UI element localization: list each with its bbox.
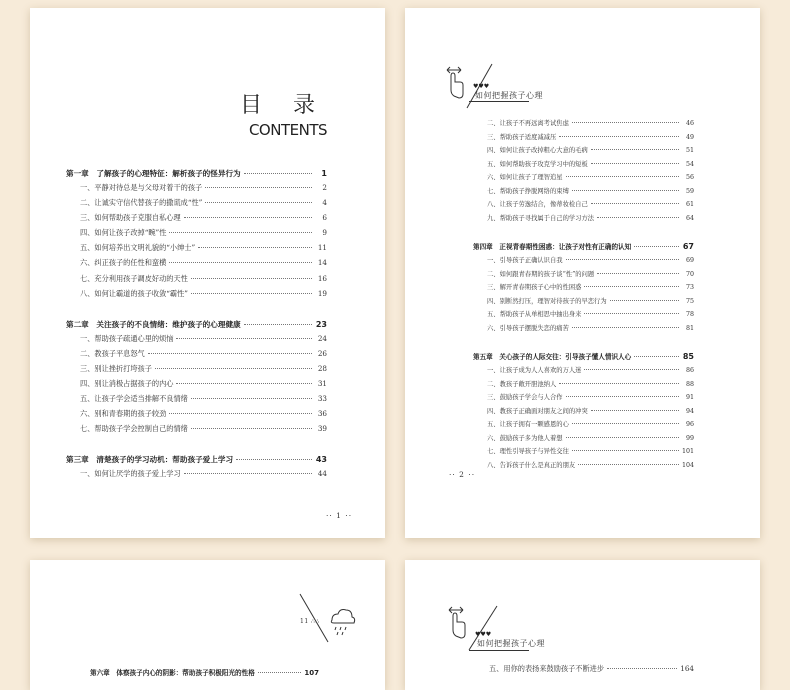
entry-title: 一、引导孩子正确认识自我 [487, 257, 563, 264]
entry-page: 99 [685, 434, 694, 442]
dot-leader [566, 259, 679, 260]
entry-title: 六、别和青春期的孩子较劲 [80, 409, 167, 419]
dot-leader [584, 369, 679, 370]
toc-entry [66, 213, 327, 228]
entry-page: 46 [685, 120, 694, 127]
toc-entry [473, 296, 694, 310]
dot-leader [205, 202, 312, 203]
dot-leader [584, 286, 679, 287]
toc-page-3 [30, 560, 385, 690]
entry-page: 49 [685, 133, 694, 141]
chapter-page: 43 [315, 455, 327, 465]
dot-leader [597, 217, 679, 218]
toc-entry [66, 349, 327, 364]
entry-title: 六、引导孩子摆脱失恋的痛苦 [487, 324, 569, 332]
chapter-title: 第六章 体察孩子内心的阴影：帮助孩子积极阳光的性格 [90, 669, 255, 677]
chapter-title: 第五章 关心孩子的人际交往：引导孩子懂人情识人心 [473, 353, 632, 361]
toc-list [66, 168, 327, 485]
entry-page: 26 [317, 348, 327, 358]
section-gap [66, 439, 327, 454]
dot-leader [634, 246, 679, 247]
toc-entry [473, 118, 694, 132]
toc-entry [66, 274, 327, 289]
toc-list [475, 664, 694, 679]
entry-page: 101 [681, 448, 694, 455]
dot-leader [191, 278, 312, 279]
entry-title: 八、告诉孩子什么是真正的朋友 [487, 461, 576, 469]
toc-entry [473, 460, 694, 474]
chapter-title: 第二章 关注孩子的不良情绪：维护孩子的心理健康 [66, 319, 241, 329]
entry-title: 四、如何让孩子改掉粗心大意的毛病 [487, 147, 588, 154]
dot-leader [169, 232, 312, 233]
entry-page: 70 [685, 270, 694, 278]
dot-leader [578, 464, 679, 465]
entry-page: 164 [680, 664, 694, 673]
entry-title: 五、如何培养出文明礼貌的“小绅士” [80, 243, 196, 253]
entry-title: 二、让诚实守信代替孩子的撒谎成“性” [80, 198, 203, 208]
entry-page: 16 [317, 273, 327, 283]
entry-page: 51 [685, 147, 694, 154]
entry-title: 三、解开青春期孩子心中的性困惑 [487, 284, 582, 291]
hearts-icon: ♥♥♥ [475, 631, 492, 638]
entry-title: 二、教孩子敞开胆池纳人 [487, 380, 557, 388]
entry-page: 81 [685, 324, 694, 332]
toc-entry [473, 255, 694, 269]
entry-page: 73 [685, 284, 694, 291]
chapter-page: 23 [315, 319, 327, 329]
toc-entry [473, 446, 694, 460]
dot-leader [169, 262, 312, 263]
toc-entry [66, 469, 327, 484]
entry-page: 86 [685, 367, 694, 374]
toc-entry [473, 199, 694, 213]
dot-leader [184, 217, 312, 218]
entry-title: 三、别让挫折打垮孩子 [80, 363, 152, 373]
toc-entry [66, 228, 327, 243]
toc-page-1 [30, 8, 385, 538]
toc-entry [66, 243, 327, 258]
toc-entry [66, 379, 327, 394]
chapter-title: 第一章 了解孩子的心理特征：解析孩子的怪异行为 [66, 169, 241, 178]
running-header-mark: 11 ∴∴ [300, 618, 320, 625]
toc-entry [473, 172, 694, 186]
entry-page: 44 [317, 469, 327, 479]
chapter-heading [66, 168, 327, 183]
entry-page: 24 [317, 333, 327, 343]
toc-page-4 [405, 560, 760, 690]
toc-page-2 [405, 8, 760, 538]
toc-entry [473, 282, 694, 296]
entry-page: 4 [322, 198, 327, 208]
entry-page: 31 [317, 379, 327, 389]
dot-leader [559, 136, 679, 137]
dot-leader [244, 324, 312, 325]
entry-title: 六、如何让孩子了理智追星 [487, 174, 563, 181]
toc-entry [473, 145, 694, 159]
chapter-page: 85 [682, 352, 694, 361]
toc-entry [473, 419, 694, 433]
toc-entry [66, 183, 327, 198]
toc-entry [473, 379, 694, 393]
entry-page: 19 [317, 288, 327, 298]
entry-title: 五、用你的表扬来鼓励孩子不断进步 [489, 664, 605, 673]
entry-page: 69 [685, 257, 694, 264]
dot-leader [169, 413, 312, 414]
dot-leader [610, 300, 679, 301]
dot-leader [176, 338, 312, 339]
entry-page: 59 [685, 187, 694, 195]
dot-leader [148, 353, 312, 354]
dot-leader [566, 437, 679, 438]
entry-page: 28 [317, 363, 327, 373]
entry-page: 14 [317, 258, 327, 268]
entry-title: 一、让孩子成为人人喜欢的万人迷 [487, 367, 582, 374]
dot-leader [572, 423, 679, 424]
dot-leader [607, 668, 677, 669]
entry-page: 9 [322, 228, 327, 238]
dot-leader [566, 176, 679, 177]
toc-entry [473, 213, 694, 227]
toc-entry [473, 269, 694, 283]
toc-entry [473, 159, 694, 173]
entry-page: 78 [685, 311, 694, 318]
toc-entry [473, 132, 694, 146]
toc-entry [473, 323, 694, 337]
toc-entry [66, 424, 327, 439]
section-gap [473, 336, 694, 351]
dot-leader [634, 356, 679, 357]
header-rule [469, 101, 529, 102]
entry-title: 六、纠正孩子的任性和蛮横 [80, 258, 167, 268]
entry-title: 九、帮助孩子寻找属于自己的学习方法 [487, 214, 595, 222]
chapter-heading [473, 351, 694, 365]
entry-title: 五、如何帮助孩子攻克学习中的短板 [487, 160, 588, 168]
entry-page: 91 [685, 394, 694, 401]
entry-title: 六、鼓励孩子多为他人着想 [487, 434, 563, 442]
dot-leader [572, 122, 679, 123]
entry-title: 一、帮助孩子疏通心里的烦恼 [80, 333, 174, 343]
toc-entry [66, 409, 327, 424]
chapter-title: 第三章 清楚孩子的学习动机：帮助孩子爱上学习 [66, 455, 234, 465]
dot-leader [591, 149, 679, 150]
entry-title: 二、让孩子不再远离考试焦虑 [487, 120, 569, 127]
dot-leader [191, 293, 312, 294]
cloud-rain-icon [288, 590, 358, 645]
running-header-title: 如何把握孩子心理 [475, 91, 543, 100]
entry-title: 一、如何让厌学的孩子爱上学习 [80, 469, 181, 479]
dot-leader [198, 247, 312, 248]
toc-entry [66, 334, 327, 349]
toc-entry [473, 186, 694, 200]
entry-title: 八、如何让霸道的孩子收敛“霸性” [80, 288, 188, 298]
entry-page: 54 [685, 160, 694, 168]
hearts-icon: ♥♥♥ [473, 83, 490, 90]
running-header-title: 如何把握孩子心理 [477, 639, 545, 648]
entry-page: 56 [685, 174, 694, 181]
entry-title: 七、充分利用孩子調皮好动的天性 [80, 273, 188, 283]
toc-entry [473, 365, 694, 379]
page-number: ·· 2 ·· [449, 470, 476, 479]
chapter-title: 第四章 正视青春期性困惑：让孩子对性有正确的认知 [473, 243, 632, 251]
dot-leader [205, 187, 312, 188]
dot-leader [591, 203, 679, 204]
toc-title-cn: 目 录 [240, 93, 327, 118]
dot-leader [191, 398, 312, 399]
dot-leader [591, 163, 679, 164]
dot-leader [258, 672, 302, 673]
toc-entry [66, 258, 327, 273]
chapter-heading [66, 319, 327, 334]
entry-page: 64 [685, 214, 694, 222]
entry-page: 61 [685, 201, 694, 208]
entry-page: 36 [317, 409, 327, 419]
toc-entry [473, 406, 694, 420]
chapter-heading [473, 241, 694, 255]
toc-title-en: CONTENTS [248, 121, 327, 139]
header-rule [469, 650, 529, 651]
toc-entry [473, 309, 694, 323]
dot-leader [591, 410, 679, 411]
entry-page: 39 [317, 424, 327, 434]
toc-entry [66, 198, 327, 213]
entry-page: 94 [685, 407, 694, 415]
entry-title: 八、让孩子劳逸结合，像蒂妆检自己 [487, 201, 588, 208]
dot-leader [572, 450, 679, 451]
entry-title: 四、别让消极占据孩子的内心 [80, 379, 174, 389]
toc-entry [473, 433, 694, 447]
entry-title: 三、如何帮助孩子克服自私心理 [80, 213, 181, 223]
section-gap [66, 304, 327, 319]
entry-title: 一、平静对待总是与父母对着干的孩子 [80, 183, 203, 192]
dot-leader [597, 273, 679, 274]
toc-entry [473, 392, 694, 406]
chapter-page: 107 [304, 669, 319, 677]
dot-leader [176, 383, 312, 384]
entry-page: 96 [685, 421, 694, 428]
entry-title: 五、帮助孩子从单相思中抽出身来 [487, 311, 582, 318]
chapter-heading [66, 454, 327, 469]
chapter-page: 67 [682, 242, 694, 251]
entry-title: 三、帮助孩子适度减减压 [487, 133, 557, 141]
dot-leader [559, 383, 679, 384]
toc-entry [66, 364, 327, 379]
dot-leader [184, 473, 312, 474]
toc-entry [66, 394, 327, 409]
entry-title: 四、如何让孩子改掉“畹”性 [80, 228, 167, 238]
entry-page: 6 [322, 213, 327, 223]
dot-leader [191, 428, 312, 429]
toc-list [473, 118, 694, 473]
dot-leader [236, 459, 312, 460]
entry-title: 三、鼓励孩子学会与人合作 [487, 394, 563, 401]
entry-title: 七、理性引导孩子与异性交往 [487, 448, 569, 455]
entry-title: 五、让孩子拥有一颗感恩的心 [487, 421, 569, 428]
toc-entry [475, 664, 694, 679]
entry-page: 88 [685, 380, 694, 388]
entry-title: 四、别断然打压，理智对待孩子的早恋行为 [487, 297, 607, 305]
entry-title: 五、让孩子学会适当排解不良情绪 [80, 394, 188, 404]
page-number: ·· 1 ·· [326, 511, 353, 520]
dot-leader [244, 173, 312, 174]
toc-entry [66, 289, 327, 304]
toc-title [240, 88, 327, 139]
dot-leader [155, 368, 312, 369]
entry-title: 七、帮助孩子学会控制自己的情绪 [80, 424, 188, 434]
entry-page: 33 [317, 394, 327, 404]
dot-leader [584, 313, 679, 314]
dot-leader [572, 190, 679, 191]
entry-page: 75 [685, 297, 694, 305]
entry-title: 四、教孩子正确面对朋友之间的冲突 [487, 407, 588, 415]
dot-leader [566, 396, 679, 397]
entry-title: 七、帮助孩子挣脱网络的束缚 [487, 187, 569, 195]
entry-page: 11 [317, 243, 327, 253]
entry-page: 2 [322, 183, 327, 192]
entry-title: 二、教孩子平息怒气 [80, 348, 145, 358]
entry-page: 104 [681, 461, 694, 469]
dot-leader [572, 327, 679, 328]
section-gap [473, 226, 694, 241]
entry-title: 二、如何跟青春期的孩子谈“性”的问题 [487, 270, 595, 278]
chapter-page: 1 [321, 169, 327, 178]
